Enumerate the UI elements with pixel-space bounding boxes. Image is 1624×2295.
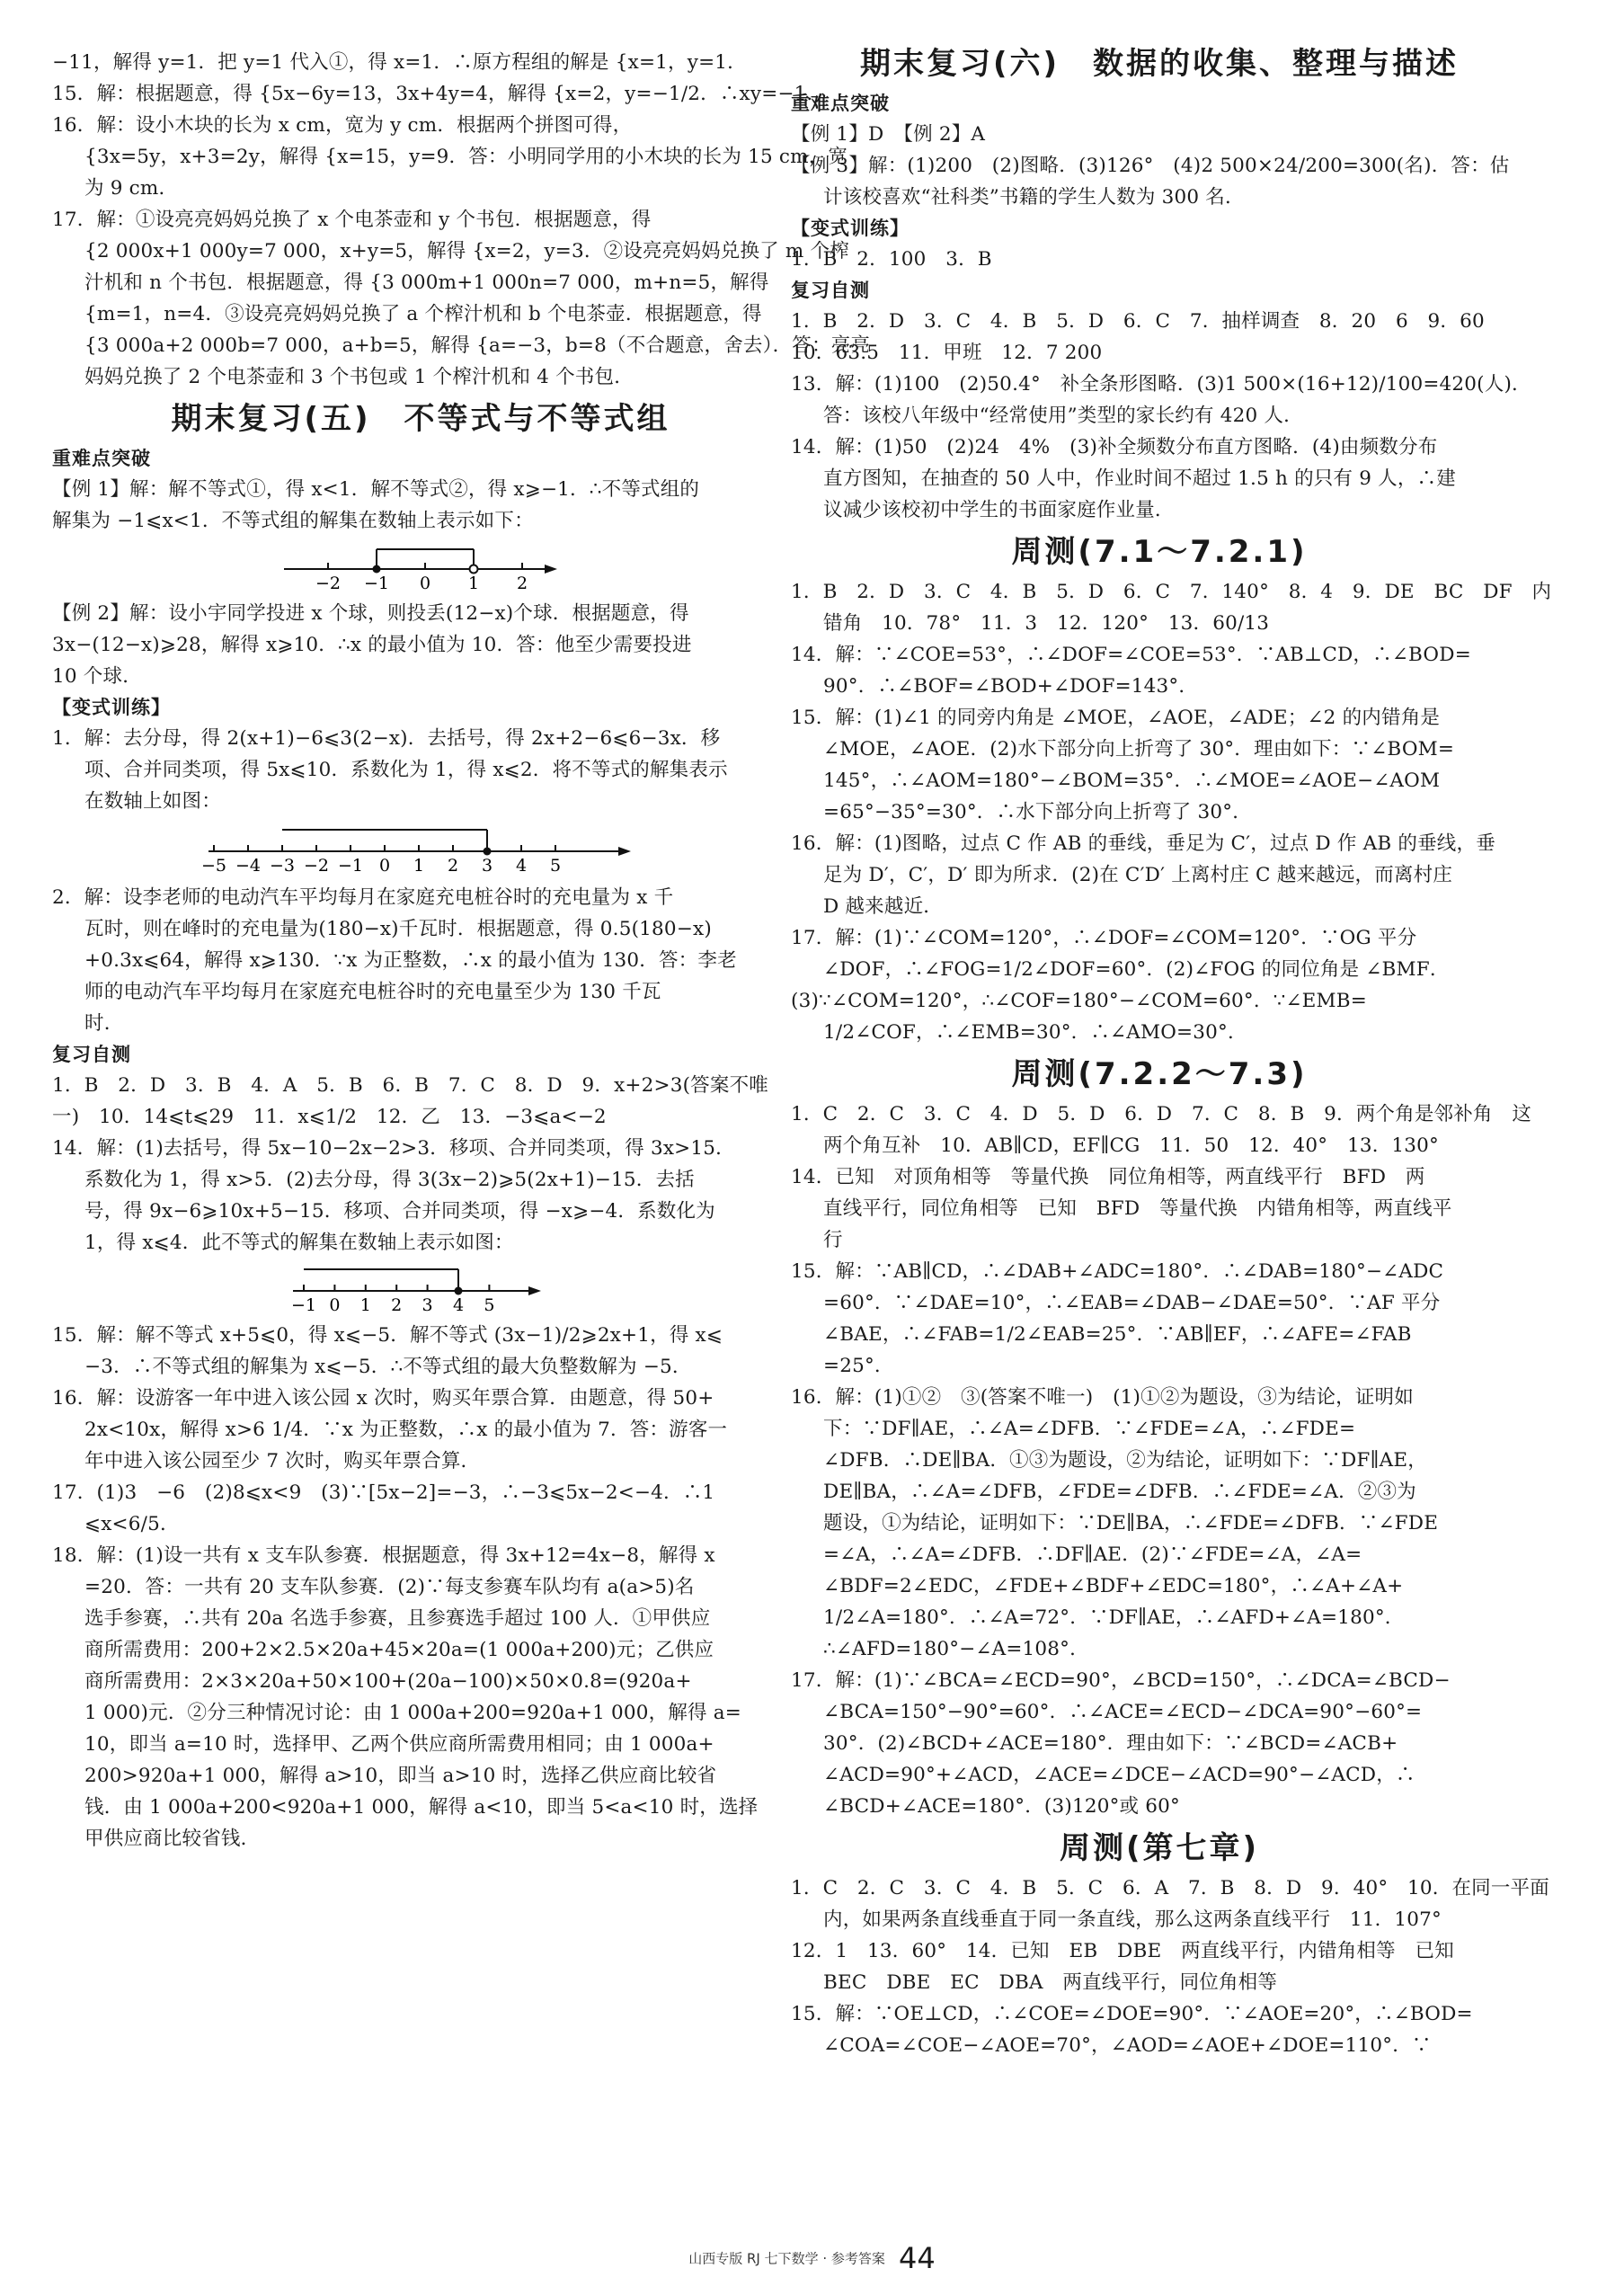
answer-line: 时．	[84, 1012, 124, 1035]
subheading-self-test: 复习自测	[791, 280, 870, 301]
answer-line: 30°．(2)∠BCD+∠ACE=180°．理由如下：∵∠BCD=∠ACB+	[823, 1732, 1398, 1755]
answer-line: 瓦时，则在峰时的充电量为(180−x)千瓦时．根据题意，得 0.5(180−x)	[84, 918, 712, 940]
answer-line: 2．解：设李老师的电动汽车平均每月在家庭充电桩谷时的充电量为 x 千	[52, 886, 674, 909]
answer-line: 14．解：(1)50 (2)24 4% (3)补全频数分布直方图略．(4)由频数分布	[791, 436, 1438, 458]
answer-line: 选手参赛，∴共有 20a 名选手参赛，且参赛选手超过 100 人．①甲供应	[84, 1607, 711, 1630]
number-line-2	[200, 819, 636, 878]
answer-line: 3x−(12−x)⩾28，解得 x⩾10．∴x 的最小值为 10．答：他至少需要投进	[52, 634, 692, 656]
answer-line: 【例 2】解：设小宇同学投进 x 个球，则投丢(12−x)个球．根据题意，得	[52, 602, 689, 625]
answer-line: 【例 1】D 【例 2】A	[791, 123, 986, 146]
subheading-self-test: 复习自测	[52, 1044, 131, 1065]
weekly-test-3-block	[791, 1872, 1549, 2061]
axis-tick-label: 0	[329, 1295, 341, 1315]
answer-line: 14．解：∵∠COE=53°，∴∠DOF=∠COE=53°．∵AB⊥CD，∴∠BOD=	[791, 644, 1471, 666]
answer-line: 2x<10x，解得 x>6 1/4．∵x 为正整数，∴x 的最小值为 7．答：游客一	[84, 1419, 728, 1441]
answer-line: 1．B 2．100 3．B	[791, 248, 992, 271]
answer-line: 错角 10．78° 11．3 12．120° 13．60/13	[823, 612, 1270, 635]
answer-line: 15．解：解不等式 x+5⩽0，得 x⩽−5．解不等式 (3x−1)/2⩾2x+1，得 x⩽	[52, 1324, 723, 1347]
answer-line: ∠BCD+∠ACE=180°．(3)120°或 60°	[823, 1795, 1180, 1818]
axis-tick-label: −5	[200, 856, 227, 876]
answer-line: ∠DOF，∴∠FOG=1/2∠DOF=60°．(2)∠FOG 的同位角是 ∠BMF．	[823, 958, 1450, 981]
answer-line: 16．解：设游客一年中进入该公园 x 次时，购买年票合算．由题意，得 50+	[52, 1387, 714, 1410]
answer-line: BEC DBE EC DBA 两直线平行，同位角相等	[823, 1971, 1278, 1994]
answer-line: 15．解：根据题意，得 {5x−6y=13，3x+4y=4，解得 {x=2，y=−1/2．∴xy=−1．	[52, 83, 827, 105]
answer-line: 18．解：(1)设一共有 x 支车队参赛．根据题意，得 3x+12=4x−8，解得 x	[52, 1544, 715, 1567]
answer-line: 90°．∴∠BOF=∠BOD+∠DOF=143°．	[823, 675, 1199, 698]
footer-text: 山西专版 RJ 七下数学 · 参考答案	[688, 2250, 885, 2267]
axis-tick-label: 1	[467, 574, 480, 593]
closed-point	[484, 848, 492, 856]
weekly-test-1-block	[791, 576, 1552, 1048]
answer-line: 下：∵DF∥AE，∴∠A=∠DFB．∵∠FDE=∠A，∴∠FDE=	[823, 1418, 1356, 1440]
axis-tick-label: 5	[484, 1295, 495, 1315]
answer-line: D 越来越近．	[823, 895, 943, 918]
open-point	[470, 565, 478, 574]
axis-tick-label: −3	[269, 856, 296, 876]
axis-tick-label: −1	[290, 1295, 317, 1315]
answer-line: 议减少该校初中学生的书面家庭作业量．	[823, 499, 1175, 521]
answer-line: 16．解：(1)图略，过点 C 作 AB 的垂线，垂足为 C′，过点 D 作 AB 的垂线，垂	[791, 832, 1495, 855]
answer-line: 甲供应商比较省钱．	[84, 1828, 261, 1850]
section-title-weekly-test-1: 周测(7.1～7.2.1)	[1011, 534, 1308, 570]
axis-tick-label: −1	[337, 856, 364, 876]
answer-line: 1/2∠A=180°．∴∠A=72°．∵DF∥AE，∴∠AFD+∠A=180°．	[823, 1606, 1405, 1629]
answer-line: 15．解：(1)∠1 的同旁内角是 ∠MOE，∠AOE，∠ADE；∠2 的内错角是	[791, 707, 1441, 729]
answer-line: 17．解：①设亮亮妈妈兑换了 x 个电茶壶和 y 个书包．根据题意，得	[52, 209, 652, 231]
subheading-key-points: 重难点突破	[791, 93, 890, 114]
answer-line: 1，得 x⩽4．此不等式的解集在数轴上表示如图：	[84, 1232, 514, 1254]
axis-tick-label: 5	[549, 856, 562, 876]
answer-line: 1．B 2．D 3．C 4．B 5．D 6．C 7．抽样调查 8．20 6 9．60	[791, 310, 1485, 333]
answer-line: 行	[823, 1229, 843, 1251]
page-footer	[0, 2241, 1624, 2275]
answer-line: {m=1，n=4．③设亮亮妈妈兑换了 a 个榨汁机和 b 个电茶壶．根据题意，得	[84, 303, 762, 325]
answer-line: 10 个球．	[52, 665, 142, 688]
answer-line: 1/2∠COF，∴∠EMB=30°．∴∠AMO=30°．	[823, 1021, 1247, 1044]
answer-line: =60°．∵∠DAE=10°，∴∠EAB=∠DAB−∠DAE=50°．∵AF 平分	[823, 1292, 1441, 1314]
answer-line: {3 000a+2 000b=7 000，a+b=5，解得 {a=−3，b=8（不合题意，舍去）．答：亮亮	[84, 334, 871, 357]
answer-line: 1．C 2．C 3．C 4．D 5．D 6．D 7．C 8．B 9．两个角是邻补角 这	[791, 1103, 1532, 1125]
answer-line: −3．∴不等式组的解集为 x⩽−5．∴不等式组的最大负整数解为 −5．	[84, 1356, 692, 1378]
section-title-weekly-test-2: 周测(7.2.2～7.3)	[1011, 1056, 1308, 1092]
left-column	[52, 47, 871, 1855]
answer-line: 15．解：∵OE⊥CD，∴∠COE=∠DOE=90°．∵∠AOE=20°，∴∠BOD=	[791, 2003, 1473, 2025]
axis-tick-label: 0	[419, 574, 431, 593]
axis-tick-label: 2	[516, 574, 528, 593]
answer-line: 商所需费用：2×3×20a+50×100+(20a−100)×50×0.8=(920a+	[84, 1670, 692, 1693]
answer-line: =65°−35°=30°．∴水下部分向上折弯了 30°．	[823, 801, 1252, 823]
answer-line: ∠COA=∠COE−∠AOE=70°，∠AOD=∠AOE+∠DOE=110°．∵	[823, 2034, 1432, 2057]
answer-line: 200>920a+1 000，解得 a>10，即当 a>10 时，选择乙供应商比较省	[84, 1765, 717, 1787]
answer-line: 题设，①为结论，证明如下：∵DE∥BA，∴∠FDE=∠DFB．∵∠FDE	[823, 1512, 1439, 1534]
answer-line: ∠DFB．∴DE∥BA．①③为题设，②为结论，证明如下：∵DF∥AE，	[823, 1449, 1427, 1472]
answer-line: ∠ACD=90°+∠ACD，∠ACE=∠DCE−∠ACD=90°−∠ACD，∴	[823, 1764, 1415, 1786]
variant-1-block	[52, 723, 789, 817]
closed-point	[455, 1287, 463, 1295]
answer-line: 为 9 cm．	[84, 177, 179, 200]
answer-line: 13．解：(1)100 (2)50.4° 补全条形图略．(3)1 500×(16+12)/100=420(人)．	[791, 373, 1531, 396]
answer-line: 【例 1】解：解不等式①，得 x<1．解不等式②，得 x⩾−1．∴不等式组的	[52, 478, 700, 501]
axis-tick-label: 1	[413, 856, 425, 876]
axis-tick-label: 4	[452, 1295, 465, 1315]
number-line-3	[286, 1260, 555, 1316]
section-title-review-5: 期末复习(五) 不等式与不等式组	[171, 401, 670, 437]
axis-tick-label: −1	[363, 574, 390, 593]
axis-tick-label: 2	[391, 1295, 403, 1315]
answer-line: (3)∵∠COM=120°，∴∠COF=180°−∠COM=60°．∵∠EMB=	[791, 990, 1367, 1012]
answer-line: 商所需费用：200+2×2.5×20a+45×20a=(1 000a+200)元；乙供应	[84, 1639, 714, 1661]
answer-line: 1．B 2．D 3．C 4．B 5．D 6．C 7．140° 8．4 9．DE BC DF 内	[791, 581, 1552, 603]
subheading-variant-training: 【变式训练】	[791, 218, 910, 239]
answer-line: 12．1 13．60° 14．已知 EB DBE 两直线平行，内错角相等 已知	[791, 1940, 1454, 1962]
section-title-weekly-test-3: 周测(第七章)	[1059, 1830, 1260, 1866]
answer-line: 17．解：(1)∵∠COM=120°，∴∠DOF=∠COM=120°．∵OG 平分	[791, 927, 1417, 949]
answer-line: 内，如果两条直线垂直于同一条直线，那么这两条直线平行 11．107°	[823, 1908, 1442, 1931]
answer-line: 1 000)元．②分三种情况讨论：由 1 000a+200=920a+1 000，解得 a=	[84, 1702, 741, 1724]
answer-line: 10，即当 a=10 时，选择甲、乙两个供应商所需费用相同；由 1 000a+	[84, 1733, 714, 1756]
answer-line: 1．解：去分母，得 2(x+1)−6⩽3(2−x)．去括号，得 2x+2−6⩽6−3x．移	[52, 727, 721, 750]
answer-line: 解集为 −1⩽x<1．不等式组的解集在数轴上表示如下：	[52, 510, 534, 532]
answer-line: 15．解：∵AB∥CD，∴∠DAB+∠ADC=180°．∴∠DAB=180°−∠ADC	[791, 1260, 1444, 1283]
variant-2-block	[52, 882, 789, 1039]
answer-line: 年中进入该公园至少 7 次时，购买年票合算．	[84, 1450, 481, 1472]
answer-line: 直线平行，同位角相等 已知 BFD 等量代换 内错角相等，两直线平	[823, 1197, 1452, 1220]
answer-line: 直方图知，在抽查的 50 人中，作业时间不超过 1.5 h 的只有 9 人，∴建	[823, 467, 1456, 490]
axis-tick-label: −4	[235, 856, 262, 876]
answer-line: ⩽x<6/5．	[84, 1513, 180, 1535]
axis-tick-label: 0	[378, 856, 391, 876]
answer-line: 145°，∴∠AOM=180°−∠BOM=35°．∴∠MOE=∠AOE−∠AOM	[823, 769, 1441, 792]
answer-line: ∠MOE，∠AOE．(2)水下部分向上折弯了 30°．理由如下：∵∠BOM=	[823, 738, 1455, 761]
page-number: 44	[899, 2241, 936, 2275]
answer-line: 项、合并同类项，得 5x⩽10．系数化为 1，得 x⩽2．将不等式的解集表示	[84, 759, 728, 781]
answer-line: +0.3x⩽64，解得 x⩾130．∵x 为正整数，∴x 的最小值为 130．答：李老	[84, 949, 737, 972]
answer-line: 1．B 2．D 3．B 4．A 5．B 6．B 7．C 8．D 9．x+2>3(答案不唯	[52, 1074, 768, 1097]
answer-line: DE∥BA，∴∠A=∠DFB，∠FDE=∠DFB．∴∠FDE=∠A．②③为	[823, 1481, 1416, 1503]
right-column	[791, 46, 1552, 2061]
answer-line: 【例 3】解：(1)200 (2)图略．(3)126° (4)2 500×24/200=300(名)．答：估	[791, 155, 1510, 177]
axis-tick-label: −2	[315, 574, 342, 593]
answer-line: =25°．	[823, 1355, 894, 1377]
subheading-key-points: 重难点突破	[52, 448, 151, 469]
answer-line: 师的电动汽车平均每月在家庭充电桩谷时的充电量至少为 130 千瓦	[84, 981, 661, 1003]
answer-line: 计该校喜欢“社科类”书籍的学生人数为 300 名．	[823, 186, 1245, 209]
subheading-variant-training: 【变式训练】	[52, 697, 171, 718]
answer-line: 14．已知 对顶角相等 等量代换 同位角相等，两直线平行 BFD 两	[791, 1166, 1425, 1188]
answer-line: 14．解：(1)去括号，得 5x−10−2x−2>3．移项、合并同类项，得 3x>15．	[52, 1137, 735, 1160]
section-title-review-6: 期末复习(六) 数据的收集、整理与描述	[859, 46, 1460, 82]
answer-line: 两个角互补 10．AB∥CD，EF∥CG 11．50 12．40° 13．130°	[823, 1134, 1439, 1157]
answer-line: ∠BAE，∴∠FAB=1/2∠EAB=25°．∵AB∥EF，∴∠AFE=∠FAB	[823, 1323, 1412, 1346]
answer-line: =20．答：一共有 20 支车队参赛．(2)∵每支参赛车队均有 a(a>5)名	[84, 1576, 695, 1598]
answer-line: 一) 10．14⩽t⩽29 11．x⩽1/2 12．乙 13．−3⩽a<−2	[52, 1106, 607, 1128]
answer-line: 16．解：(1)①② ③(答案不唯一) (1)①②为题设，③为结论，证明如	[791, 1386, 1414, 1409]
axis-tick-label: 3	[422, 1295, 433, 1315]
answer-line: ∴∠AFD=180°−∠A=108°．	[823, 1638, 1089, 1660]
closed-point	[373, 565, 381, 574]
answer-line: 钱．由 1 000a+200<920a+1 000，解得 a<10，即当 5<a<10 时，选择	[84, 1796, 759, 1819]
axis-tick-label: 2	[447, 856, 459, 876]
answer-line: {3x=5y，x+3=2y，解得 {x=15，y=9．答：小明同学用的小木块的长为 15 cm，宽	[84, 146, 848, 168]
weekly-test-2-block	[791, 1099, 1532, 1822]
answer-line: 号，得 9x−6⩾10x+5−15．移项、合并同类项，得 −x⩾−4．系数化为	[84, 1200, 715, 1223]
answer-line: ∠BDF=2∠EDC，∠FDE+∠BDF+∠EDC=180°，∴∠A+∠A+	[823, 1575, 1404, 1597]
answer-line: 17．解：(1)∵∠BCA=∠ECD=90°，∠BCD=150°，∴∠DCA=∠BCD−	[791, 1669, 1451, 1692]
answer-line: =∠A，∴∠A=∠DFB．∴DF∥AE．(2)∵∠FDE=∠A，∠A=	[823, 1543, 1362, 1566]
answer-line: 足为 D′，C′，D′ 即为所求．(2)在 C′D′ 上离村庄 C 越来越远，而离村庄	[823, 864, 1453, 886]
example-1-block	[52, 474, 789, 537]
answer-line: −11，解得 y=1．把 y=1 代入①，得 x=1．∴原方程组的解是 {x=1，y=1．	[52, 51, 747, 74]
answer-line: 妈妈兑换了 2 个电茶壶和 3 个书包或 1 个榨汁机和 4 个书包．	[84, 366, 634, 388]
answer-line: 16．解：设小木块的长为 x cm，宽为 y cm．根据两个拼图可得，	[52, 114, 633, 137]
axis-tick-label: −2	[303, 856, 330, 876]
answer-line: 答：该校八年级中“经常使用”类型的家长约有 420 人．	[823, 405, 1303, 427]
answer-line: 汁机和 n 个书包．根据题意，得 {3 000m+1 000n=7 000，m+n=5，解得	[84, 271, 769, 294]
answer-line: 10．63.5 11．甲班 12．7 200	[791, 342, 1103, 364]
answer-line: 系数化为 1，得 x>5．(2)去分母，得 3(3x−2)⩾5(2x+1)−15．去括	[84, 1169, 695, 1191]
answer-line: 1．C 2．C 3．C 4．B 5．C 6．A 7．B 8．D 9．40° 10．在同一平面	[791, 1877, 1549, 1899]
self-test-block-6	[791, 306, 1531, 526]
self-test-block-1	[52, 1070, 789, 1259]
answer-line: {2 000x+1 000y=7 000，x+y=5，解得 {x=2，y=3．②设亮亮妈妈兑换了 m 个榨	[84, 240, 849, 262]
example-2-block	[52, 598, 789, 692]
answer-line: 17．(1)3 −6 (2)8⩽x<9 (3)∵[5x−2]=−3，∴−3⩽5x−2<−4．∴1	[52, 1481, 715, 1504]
axis-tick-label: 4	[515, 856, 528, 876]
axis-tick-label: 1	[359, 1295, 371, 1315]
answer-line: 在数轴上如图：	[84, 790, 221, 813]
axis-tick-label: 3	[481, 856, 493, 876]
self-test-block-2	[52, 1320, 789, 1855]
answer-line: ∠BCA=150°−90°=60°．∴∠ACE=∠ECD−∠DCA=90°−60°=	[823, 1701, 1423, 1723]
number-line-1	[277, 538, 564, 594]
